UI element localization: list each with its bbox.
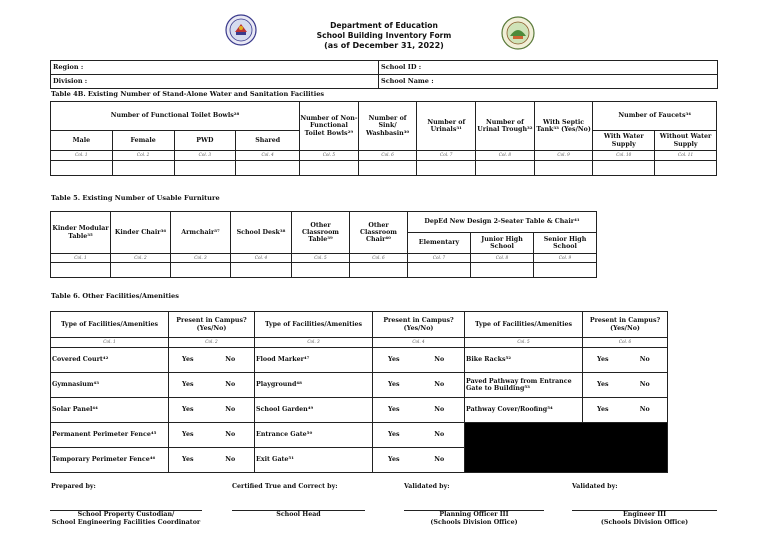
yes-option[interactable]: Yes: [169, 423, 207, 448]
type-header-3: Type of Facilities/Amenities: [465, 312, 583, 338]
col-label: Col. 5: [300, 151, 359, 161]
input-cell[interactable]: [417, 161, 476, 176]
input-cell[interactable]: [171, 263, 231, 278]
no-option[interactable]: No: [415, 398, 465, 423]
table6: [50, 311, 668, 473]
col-label: Col. 2: [169, 338, 255, 348]
present-header-3: Present in Campus? (Yes/No): [583, 312, 668, 338]
school-info-table: [50, 60, 718, 89]
armchair-header: Armchair³⁷: [171, 212, 231, 254]
yes-option[interactable]: Yes: [169, 448, 207, 473]
no-option[interactable]: No: [623, 373, 668, 398]
blacked-out-area: [465, 423, 668, 473]
col-label: Col. 4: [236, 151, 300, 161]
col-label: Col. 7: [408, 254, 471, 263]
header-title-line3: (as of December 31, 2022): [324, 41, 444, 50]
facility-name: Solar Panel⁴⁴: [51, 398, 169, 423]
input-cell[interactable]: [534, 161, 593, 176]
female-header: Female: [112, 131, 174, 151]
no-option[interactable]: No: [623, 398, 668, 423]
table5-title: Table 5. Existing Number of Usable Furniture: [51, 194, 220, 202]
facility-name: Permanent Perimeter Fence⁴⁵: [51, 423, 169, 448]
shared-header: Shared: [236, 131, 300, 151]
no-option[interactable]: No: [207, 423, 255, 448]
no-option[interactable]: No: [415, 373, 465, 398]
planning-title-2: (Schools Division Office): [430, 518, 518, 526]
no-option[interactable]: No: [207, 398, 255, 423]
input-cell[interactable]: [655, 161, 717, 176]
yes-option[interactable]: Yes: [583, 398, 623, 423]
table5: [50, 211, 597, 278]
input-cell[interactable]: [300, 161, 359, 176]
kinder-table-header: Kinder Modular Table³⁵: [51, 212, 111, 254]
division-field[interactable]: Division :: [51, 75, 379, 89]
signature-planning-officer[interactable]: [404, 510, 544, 526]
nonfunctional-header: Number of Non-Functional Toilet Bowls²⁹: [300, 102, 359, 151]
col-label: Col. 3: [174, 151, 236, 161]
no-option[interactable]: No: [207, 373, 255, 398]
header-title-line2: School Building Inventory Form: [316, 31, 452, 40]
yes-option[interactable]: Yes: [583, 348, 623, 373]
signature-custodian[interactable]: [50, 510, 202, 526]
yes-option[interactable]: Yes: [169, 348, 207, 373]
col-label: Col. 8: [476, 151, 535, 161]
col-label: Col. 1: [51, 151, 113, 161]
yes-option[interactable]: Yes: [169, 398, 207, 423]
kinder-chair-header: Kinder Chair³⁶: [111, 212, 171, 254]
table4b-title: Table 4B. Existing Number of Stand-Alone Water and Sanitation Facilities: [51, 90, 325, 98]
input-cell[interactable]: [174, 161, 236, 176]
col-label: Col. 3: [255, 338, 373, 348]
yes-option[interactable]: Yes: [373, 448, 415, 473]
input-cell[interactable]: [231, 263, 292, 278]
facility-name: School Garden⁴⁹: [255, 398, 373, 423]
table4b: [50, 101, 717, 176]
input-cell[interactable]: [51, 161, 113, 176]
col-label: Col. 7: [417, 151, 476, 161]
input-cell[interactable]: [51, 263, 111, 278]
functional-bowls-header: Number of Functional Toilet Bowls²⁸: [51, 102, 300, 131]
trough-header: Number of Urinal Trough³²: [476, 102, 535, 151]
col-label: Col. 2: [112, 151, 174, 161]
jhs-header: Junior High School: [471, 233, 534, 254]
input-cell[interactable]: [350, 263, 408, 278]
facility-name: Entrance Gate⁵⁰: [255, 423, 373, 448]
other-table-header: Other Classroom Table³⁹: [292, 212, 350, 254]
col-label: Col. 3: [171, 254, 231, 263]
col-label: Col. 1: [51, 338, 169, 348]
with-water-header: With Water Supply: [593, 131, 655, 151]
col-label: Col. 8: [471, 254, 534, 263]
school-desk-header: School Desk³⁸: [231, 212, 292, 254]
table6-title: Table 6. Other Facilities/Amenities: [51, 292, 179, 300]
input-cell[interactable]: [292, 263, 350, 278]
col-label: Col. 9: [534, 254, 597, 263]
other-chair-header: Other Classroom Chair⁴⁰: [350, 212, 408, 254]
pwd-header: PWD: [174, 131, 236, 151]
without-water-header: Without Water Supply: [655, 131, 717, 151]
head-title: School Head: [276, 511, 321, 518]
validated-by-label-2: Validated by:: [572, 483, 618, 490]
deped-design-header: DepEd New Design 2-Seater Table & Chair⁴¹: [408, 212, 597, 233]
col-label: Col. 11: [655, 151, 717, 161]
validated-by-label-1: Validated by:: [404, 483, 450, 490]
certified-label: Certified True and Correct by:: [232, 483, 338, 490]
facility-name: Paved Pathway from Entrance Gate to Building⁵³: [465, 373, 583, 398]
facility-name: Gymnasium⁴³: [51, 373, 169, 398]
col-label: Col. 4: [373, 338, 465, 348]
signature-engineer[interactable]: [572, 510, 717, 526]
input-cell[interactable]: [358, 161, 417, 176]
yes-option[interactable]: Yes: [373, 423, 415, 448]
engineer-title-1: Engineer III: [622, 511, 667, 518]
facility-name: Covered Court⁴²: [51, 348, 169, 373]
form-header: [284, 21, 484, 51]
col-label: Col. 6: [350, 254, 408, 263]
input-cell[interactable]: [111, 263, 171, 278]
sink-header: Number of Sink/ Washbasin³⁰: [358, 102, 417, 151]
planning-title-1: Planning Officer III: [439, 511, 509, 518]
urinals-header: Number of Urinals³¹: [417, 102, 476, 151]
prepared-by-label: Prepared by:: [51, 483, 96, 490]
elementary-header: Elementary: [408, 233, 471, 254]
facility-name: Bike Racks⁵²: [465, 348, 583, 373]
signature-school-head[interactable]: [232, 510, 365, 519]
faucets-header: Number of Faucets³⁴: [593, 102, 717, 131]
septic-header: With Septic Tank³³ (Yes/No): [534, 102, 593, 151]
yes-option[interactable]: Yes: [373, 373, 415, 398]
input-cell[interactable]: [236, 161, 300, 176]
input-cell[interactable]: [593, 161, 655, 176]
no-option[interactable]: No: [623, 348, 668, 373]
yes-option[interactable]: Yes: [169, 373, 207, 398]
input-cell[interactable]: [534, 263, 597, 278]
custodian-title-1: School Property Custodian/: [77, 511, 175, 518]
shs-header: Senior High School: [534, 233, 597, 254]
division-seal-icon: [501, 16, 535, 50]
col-label: Col. 5: [465, 338, 583, 348]
header-title-line1: Department of Education: [330, 21, 438, 30]
col-label: Col. 5: [292, 254, 350, 263]
yes-option[interactable]: Yes: [373, 398, 415, 423]
no-option[interactable]: No: [415, 448, 465, 473]
engineer-title-2: (Schools Division Office): [600, 518, 689, 526]
col-label: Col. 10: [593, 151, 655, 161]
facility-name: Pathway Cover/Roofing⁵⁴: [465, 398, 583, 423]
no-option[interactable]: No: [415, 348, 465, 373]
col-label: Col. 1: [51, 254, 111, 263]
col-label: Col. 4: [231, 254, 292, 263]
col-label: Col. 6: [358, 151, 417, 161]
male-header: Male: [51, 131, 113, 151]
school-id-field[interactable]: School ID :: [379, 61, 718, 75]
no-option[interactable]: No: [415, 423, 465, 448]
custodian-title-2: School Engineering Facilities Coordinator: [51, 518, 201, 526]
present-header-1: Present in Campus? (Yes/No): [169, 312, 255, 338]
facility-name: Flood Marker⁴⁷: [255, 348, 373, 373]
type-header-2: Type of Facilities/Amenities: [255, 312, 373, 338]
present-header-2: Present in Campus? (Yes/No): [373, 312, 465, 338]
facility-name: Temporary Perimeter Fence⁴⁶: [51, 448, 169, 473]
no-option[interactable]: No: [207, 348, 255, 373]
school-name-field[interactable]: School Name :: [379, 75, 718, 89]
col-label: Col. 6: [583, 338, 668, 348]
yes-option[interactable]: Yes: [583, 373, 623, 398]
facility-name: Playground⁴⁸: [255, 373, 373, 398]
input-cell[interactable]: [476, 161, 535, 176]
col-label: Col. 2: [111, 254, 171, 263]
type-header-1: Type of Facilities/Amenities: [51, 312, 169, 338]
input-cell[interactable]: [112, 161, 174, 176]
input-cell[interactable]: [471, 263, 534, 278]
region-field[interactable]: Region :: [51, 61, 379, 75]
col-label: Col. 9: [534, 151, 593, 161]
facility-name: Exit Gate⁵¹: [255, 448, 373, 473]
input-cell[interactable]: [408, 263, 471, 278]
yes-option[interactable]: Yes: [373, 348, 415, 373]
no-option[interactable]: No: [207, 448, 255, 473]
deped-seal-icon: [225, 14, 257, 46]
